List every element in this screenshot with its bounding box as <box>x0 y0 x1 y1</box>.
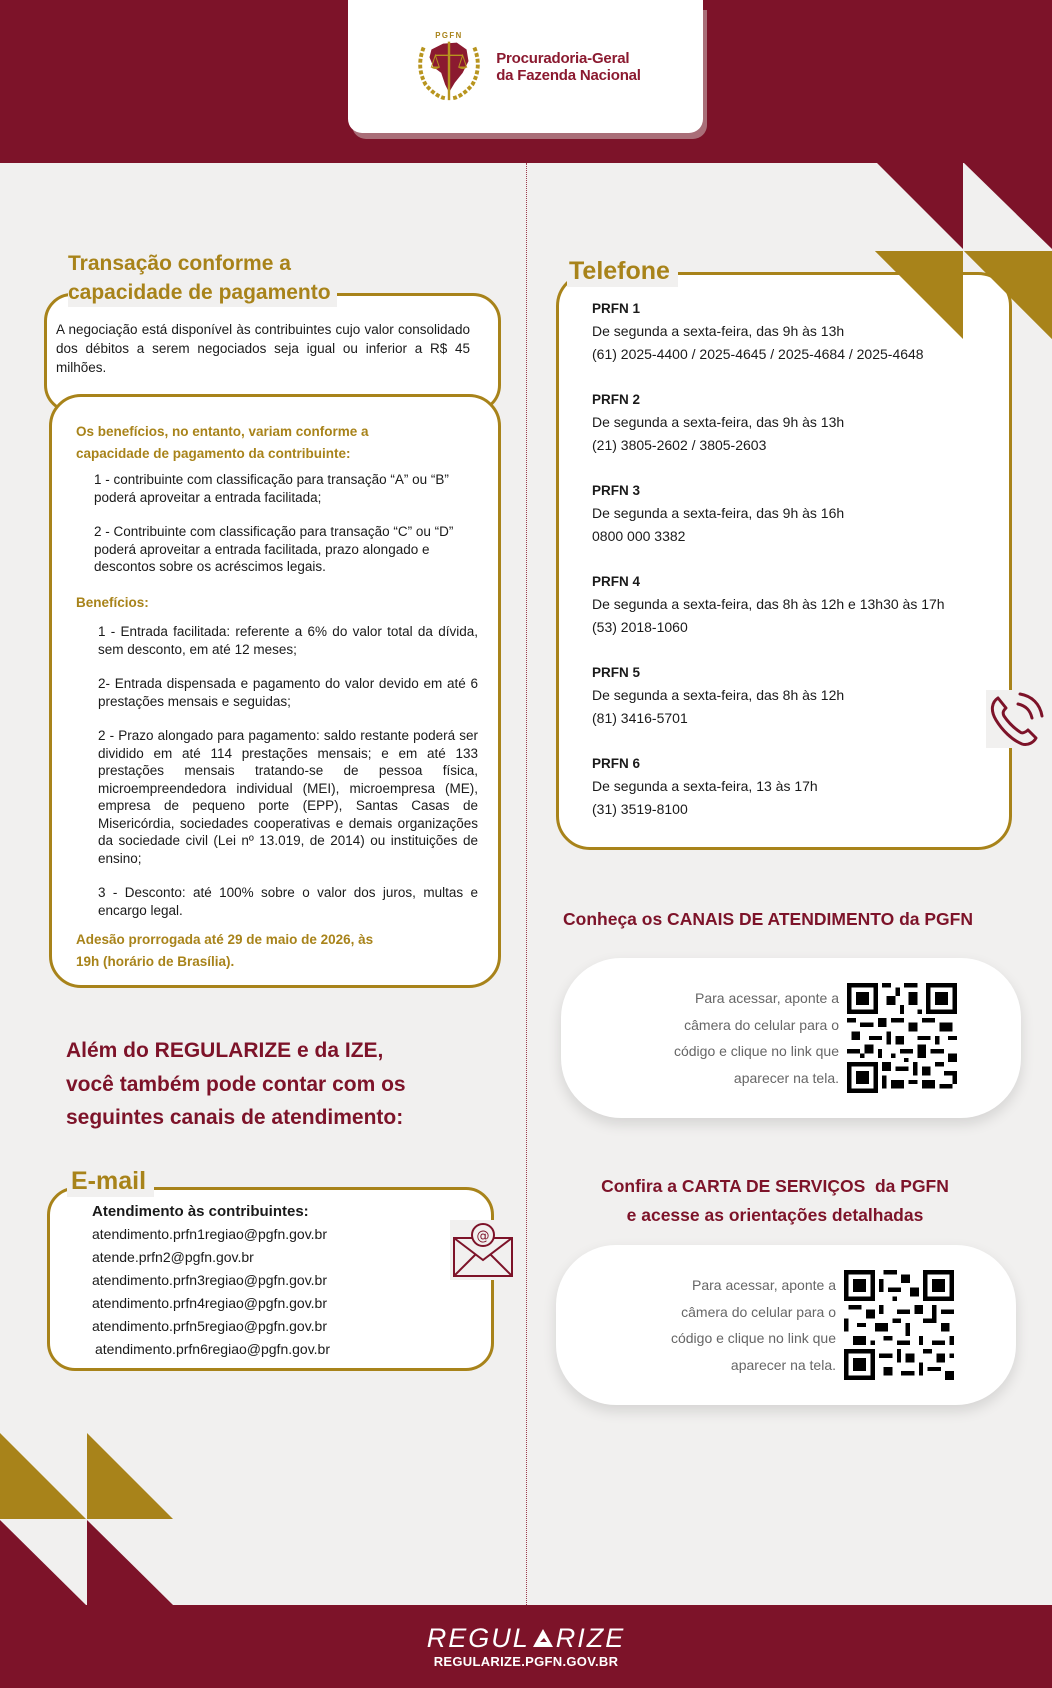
benefit-item: 2- Entrada dispensada e pagamento do valor devido em até 6 prestações mensais e seguidas; <box>98 676 478 709</box>
column-divider <box>526 163 527 1605</box>
email-address[interactable]: atendimento.prfn3regiao@pgfn.gov.br <box>92 1272 327 1288</box>
regularize-url-link[interactable]: REGULARIZE.PGFN.GOV.BR <box>433 1654 619 1669</box>
tel-entry <box>592 662 945 730</box>
instruction-line: aparecer na tela. <box>733 1069 839 1086</box>
tel-entry-name: PRFN 4 <box>592 574 641 589</box>
carta-qr-card[interactable] <box>556 1245 1016 1405</box>
svg-text:@: @ <box>476 1229 490 1244</box>
instruction-line: câmera do celular para o <box>684 1016 839 1033</box>
pgfn-emblem-icon <box>410 28 488 106</box>
deadline-line1: Adesão prorrogada até 29 de maio de 2026, às <box>76 932 374 947</box>
tel-entry-phones[interactable]: (21) 3805-2602 / 3805-2603 <box>592 437 767 453</box>
telefone-box <box>556 272 1012 850</box>
canais-intro-line3: seguintes canais de atendimento: <box>66 1106 404 1129</box>
transacao-title-line2: capacidade de pagamento <box>68 278 337 307</box>
instruction-line: aparecer na tela. <box>730 1356 836 1373</box>
canais-intro-heading <box>66 1034 406 1135</box>
qr-code-icon[interactable] <box>844 1270 954 1380</box>
tel-entry-phones[interactable]: (31) 3519-8100 <box>592 801 688 817</box>
benefit-item: 3 - Desconto: até 100% sobre o valor dos juros, multas e encargo legal. <box>98 885 478 918</box>
instruction-line: código e clique no link que <box>673 1043 839 1059</box>
deadline-line2: 19h (horário de Brasília). <box>76 954 235 969</box>
decorative-triangles-gold-overlay <box>875 251 1052 339</box>
decorative-triangles-bottom-left <box>0 1433 175 1605</box>
email-address[interactable]: atendimento.prfn4regiao@pgfn.gov.br <box>92 1295 327 1311</box>
tel-entry <box>592 753 945 821</box>
tel-entry-hours: De segunda a sexta-feira, das 8h às 12h <box>592 687 845 703</box>
telefone-title: Telefone <box>567 255 678 287</box>
transacao-title-line1: Transação conforme a <box>68 252 291 275</box>
canais-qr-card[interactable] <box>561 958 1021 1118</box>
tel-entry-phones[interactable]: 0800 000 3382 <box>592 528 686 544</box>
tel-entry <box>592 480 945 548</box>
tel-entry-hours: De segunda a sexta-feira, das 9h às 13h <box>592 323 845 339</box>
qr-code-icon[interactable] <box>847 983 957 1093</box>
canais-qr-title: Conheça os CANAIS DE ATENDIMENTO da PGFN <box>563 909 973 929</box>
carta-qr-title-line1: Confira a CARTA DE SERVIÇOS da PGFN <box>601 1176 949 1196</box>
tel-entry-hours: De segunda a sexta-feira, das 8h às 12h e 13h30 às 17h <box>592 596 945 612</box>
canais-qr-instructions <box>674 985 839 1091</box>
logo-wordmark <box>496 50 641 84</box>
tel-entry-hours: De segunda a sexta-feira, 13 às 17h <box>592 778 818 794</box>
email-address[interactable]: atendimento.prfn1regiao@pgfn.gov.br <box>92 1226 327 1242</box>
transacao-intro-text: A negociação está disponível às contribuintes cujo valor consolidado dos débitos a serem negociados seja igual ou inferior a R$ 45 milhões. <box>56 322 470 375</box>
tel-entry-name: PRFN 3 <box>592 483 641 498</box>
footer <box>0 1605 1052 1688</box>
email-address[interactable]: atendimento.prfn5regiao@pgfn.gov.br <box>92 1318 327 1334</box>
classification-item: 2 - Contribuinte com classificação para transação “C” ou “D” poderá aproveitar a entrada facilitada, prazo alongado e descontos sobre os acréscimos legais. <box>94 524 454 574</box>
logo-line1: Procuradoria-Geral <box>496 49 630 67</box>
tel-entry-phones[interactable]: (53) 2018-1060 <box>592 619 688 635</box>
carta-qr-title <box>560 1172 990 1230</box>
instruction-line: Para acessar, aponte a <box>695 990 839 1006</box>
pgfn-logo <box>348 0 703 133</box>
tel-entry-phones[interactable]: (81) 3416-5701 <box>592 710 688 726</box>
tel-entry-phones[interactable]: (61) 2025-4400 / 2025-4645 / 2025-4684 / 2025-4648 <box>592 346 924 362</box>
tel-entry-name: PRFN 2 <box>592 392 641 407</box>
instruction-line: Para acessar, aponte a <box>692 1277 836 1293</box>
benefit-item: 1 - Entrada facilitada: referente a 6% do valor total da dívida, sem desconto, em até 12 meses; <box>98 624 478 657</box>
tel-entry-hours: De segunda a sexta-feira, das 9h às 16h <box>592 505 845 521</box>
instruction-line: câmera do celular para o <box>681 1303 836 1320</box>
carta-qr-title-line2: e acesse as orientações detalhadas <box>626 1205 924 1225</box>
tel-entry <box>592 571 945 639</box>
canais-intro-line1: Além do REGULARIZE e da IZE, <box>66 1039 384 1062</box>
benefits-heading: Benefícios: <box>76 595 149 610</box>
email-address[interactable]: atendimento.prfn6regiao@pgfn.gov.br <box>95 1341 330 1357</box>
regularize-logo <box>427 1624 626 1652</box>
email-title: E-mail <box>67 1165 154 1197</box>
email-heading: Atendimento às contribuintes: <box>92 1203 309 1220</box>
brand-right: RIZE <box>555 1623 626 1653</box>
tel-entry-name: PRFN 5 <box>592 665 641 680</box>
email-box <box>47 1187 494 1371</box>
instruction-line: código e clique no link que <box>670 1330 836 1346</box>
brand-left: REGUL <box>426 1623 530 1653</box>
classification-item: 1 - contribuinte com classificação para transação “A” ou “B” poderá aproveitar a entrada facilitada; <box>94 472 449 505</box>
tel-entry <box>592 389 945 457</box>
carta-qr-instructions <box>671 1272 836 1378</box>
benefits-intro-line2: capacidade de pagamento da contribuinte: <box>76 446 351 461</box>
benefits-intro-line1: Os benefícios, no entanto, variam conforme a <box>76 424 369 439</box>
envelope-at-icon <box>450 1220 516 1280</box>
tel-entry-hours: De segunda a sexta-feira, das 9h às 13h <box>592 414 845 430</box>
phone-icon <box>986 690 1044 748</box>
logo-line2: da Fazenda Nacional <box>496 66 641 84</box>
benefit-item: 2 - Prazo alongado para pagamento: saldo restante poderá ser dividido em até 114 prestações mensais; e em até 133 prestações mensais tratando-se de pessoa física, microempreendedora individual (MEI), microempresa (ME), empresa de pequeno porte (EPP), Santas Casas de Misericórdia, sociedades cooperativas e demais organizações da sociedade civil (Lei nº 13.019, de 2014) ou instituições de ensino; <box>98 728 478 866</box>
regularize-triangle-icon <box>532 1628 554 1648</box>
email-address[interactable]: atende.prfn2@pgfn.gov.br <box>92 1249 254 1265</box>
transacao-title <box>66 249 343 307</box>
tel-entry-name: PRFN 1 <box>592 301 641 316</box>
canais-intro-line2: você também pode contar com os <box>66 1072 406 1096</box>
svg-text:PGFN: PGFN <box>435 30 463 40</box>
tel-entry-name: PRFN 6 <box>592 756 641 771</box>
benefits-box <box>49 394 501 988</box>
